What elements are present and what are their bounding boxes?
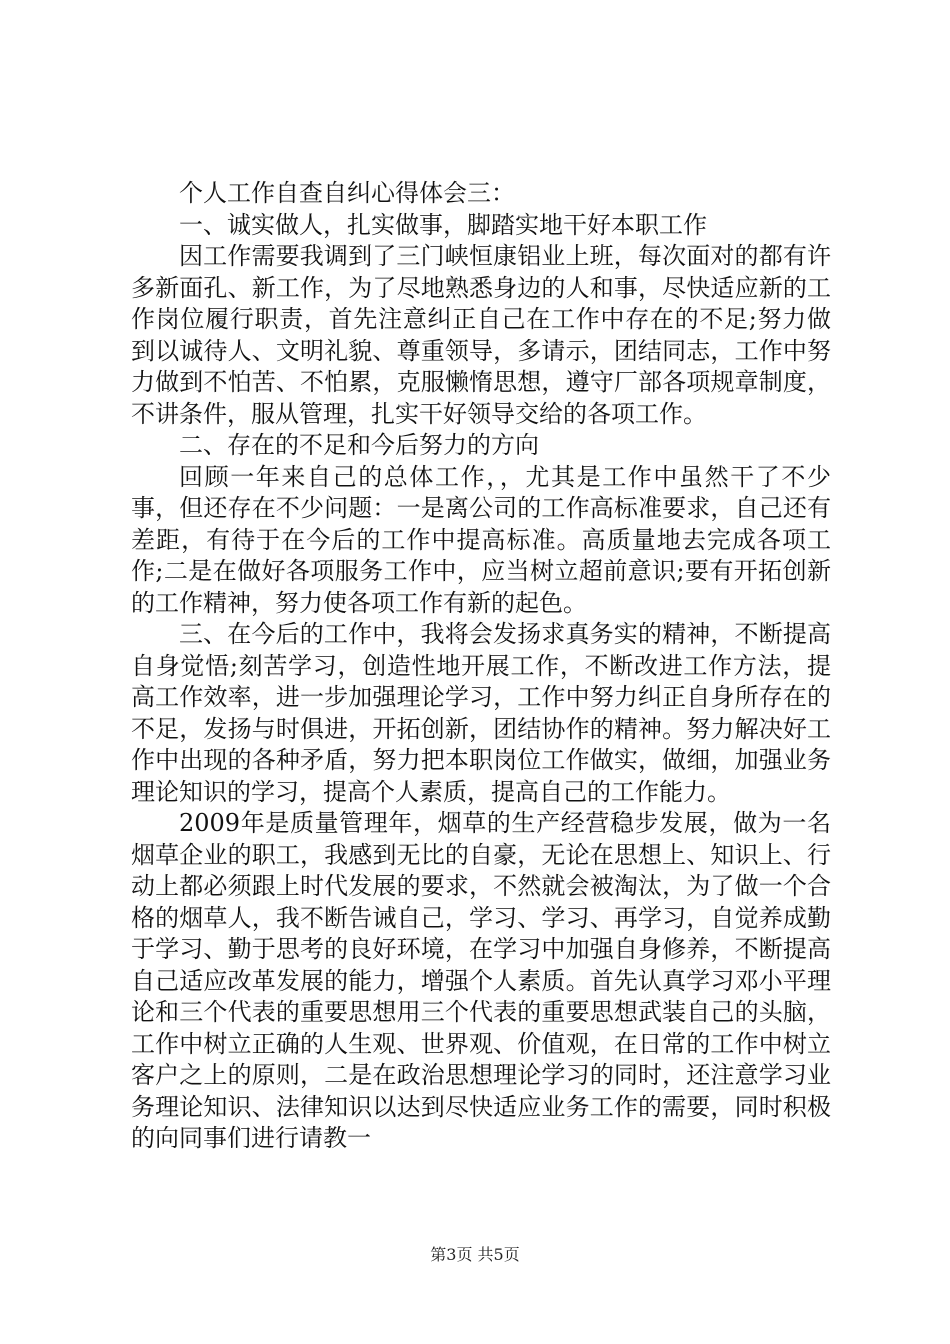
paragraph-section-one-body: 因工作需要我调到了三门峡恒康铝业上班，每次面对的都有许多新面孔、新工作，为了尽地熟悉身边的人和事，尽快适应新的工作岗位履行职责，首先注意纠正自己在工作中存在的不足;努力做到以诚待人、文明礼貌、尊重领导，多请示，团结同志，工作中努力做到不怕苦、不怕累，克服懒惰思想，遵守厂部各项规章制度，不讲条件，服从管理，扎实干好领导交给的各项工作。 (131, 242, 831, 428)
page-number-footer: 第3页 共5页 (430, 1245, 520, 1264)
paragraph-section-two-body: 回顾一年来自己的总体工作，，尤其是工作中虽然干了不少事，但还存在不少问题：一是离公司的工作高标准要求，自己还有差距，有待于在今后的工作中提高标准。高质量地去完成各项工作;二是在做好各项服务工作中，应当树立超前意识;要有开拓创新的工作精神，努力使各项工作有新的起色。 (131, 462, 831, 617)
paragraph-section-three: 三、在今后的工作中，我将会发扬求真务实的精神，不断提高自身觉悟;刻苦学习，创造性地开展工作，不断改进工作方法，提高工作效率，进一步加强理论学习，工作中努力纠正自身所存在的不足，发扬与时俱进，开拓创新，团结协作的精神。努力解决好工作中出现的各种矛盾，努力把本职岗位工作做实，做细，加强业务理论知识的学习，提高个人素质，提高自己的工作能力。 (131, 620, 831, 806)
paragraph-section-two-heading: 二、存在的不足和今后努力的方向 (179, 431, 539, 459)
document-body (131, 178, 831, 1155)
paragraph-2009-review: 2009年是质量管理年，烟草的生产经营稳步发展，做为一名烟草企业的职工，我感到无比的自豪，无论在思想上、知识上、行动上都必须跟上时代发展的要求，不然就会被淘汰，为了做一个合格的烟草人，我不断告诫自己，学习、学习、再学习，自觉养成勤于学习、勤于思考的良好环境，在学习中加强自身修养，不断提高自己适应改革发展的能力，增强个人素质。首先认真学习邓小平理论和三个代表的重要思想用三个代表的重要思想武装自己的头脑，工作中树立正确的人生观、世界观、价值观，在日常的工作中树立客户之上的原则，二是在政治思想理论学习的同时，还注意学习业务理论知识、法律知识以达到尽快适应业务工作的需要，同时积极的向同事们进行请教一 (131, 809, 831, 1152)
paragraph-heading-title: 个人工作自查自纠心得体会三： (179, 179, 515, 207)
paragraph-section-one-heading: 一、诚实做人，扎实做事，脚踏实地干好本职工作 (179, 210, 707, 239)
